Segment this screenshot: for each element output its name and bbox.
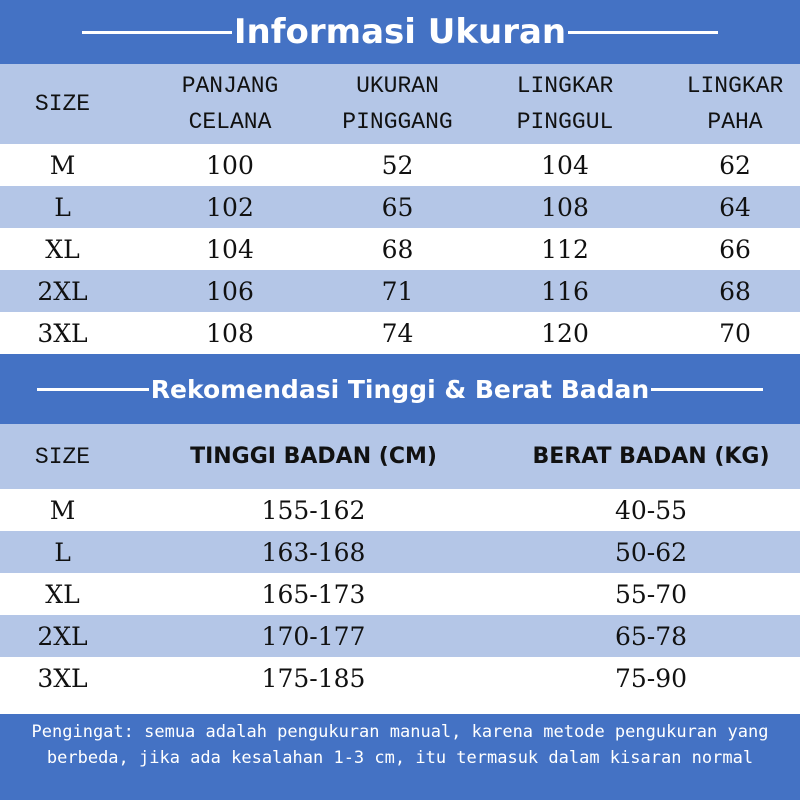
cell-lingkar-paha: 64 (670, 186, 800, 228)
cell-size: M (0, 489, 125, 531)
cell-ukuran-pinggang: 68 (335, 228, 460, 270)
cell-lingkar-paha: 68 (670, 270, 800, 312)
table-row (0, 228, 800, 270)
table-row (0, 489, 800, 531)
table-row (0, 531, 800, 573)
cell-panjang-celana: 104 (125, 228, 335, 270)
cell-size: 3XL (0, 657, 125, 699)
size-info-table (0, 64, 800, 354)
header-lingkar-pinggul: LINGKAR PINGGUL (460, 64, 670, 144)
cell-size: 2XL (0, 615, 125, 657)
recommendation-header-row (0, 424, 800, 489)
table-row (0, 573, 800, 615)
table-row (0, 657, 800, 699)
cell-berat-badan: 65-78 (502, 615, 800, 657)
banner-right-line (651, 388, 763, 391)
cell-ukuran-pinggang: 74 (335, 312, 460, 354)
cell-panjang-celana: 108 (125, 312, 335, 354)
cell-berat-badan: 75-90 (502, 657, 800, 699)
recommendation-banner (0, 354, 800, 424)
cell-lingkar-pinggul: 116 (460, 270, 670, 312)
header-ukuran-pinggang: UKURAN PINGGANG (335, 64, 460, 144)
cell-berat-badan: 55-70 (502, 573, 800, 615)
cell-berat-badan: 50-62 (502, 531, 800, 573)
cell-tinggi-badan: 170-177 (125, 615, 502, 657)
cell-panjang-celana: 102 (125, 186, 335, 228)
size-info-title: Informasi Ukuran (233, 12, 567, 52)
cell-panjang-celana: 100 (125, 144, 335, 186)
banner-left-line (82, 31, 232, 34)
header-berat-badan: BERAT BADAN (KG) (502, 424, 800, 489)
table-row (0, 144, 800, 186)
size-info-header-row (0, 64, 800, 144)
cell-berat-badan: 40-55 (502, 489, 800, 531)
cell-panjang-celana: 106 (125, 270, 335, 312)
cell-size: L (0, 531, 125, 573)
cell-size: XL (0, 573, 125, 615)
cell-lingkar-paha: 62 (670, 144, 800, 186)
cell-size: L (0, 186, 125, 228)
cell-lingkar-pinggul: 120 (460, 312, 670, 354)
cell-tinggi-badan: 175-185 (125, 657, 502, 699)
header-size: SIZE (0, 64, 125, 144)
size-info-banner (0, 0, 800, 64)
measurement-note: Pengingat: semua adalah pengukuran manual, karena metode pengukuran yang berbeda, jika ada kesalahan 1-3 cm, itu termasuk dalam kisaran normal (0, 714, 800, 800)
cell-size: 2XL (0, 270, 125, 312)
cell-tinggi-badan: 163-168 (125, 531, 502, 573)
header-tinggi-badan: TINGGI BADAN (CM) (125, 424, 502, 489)
banner-left-line (37, 388, 149, 391)
cell-ukuran-pinggang: 52 (335, 144, 460, 186)
table-row (0, 615, 800, 657)
cell-lingkar-paha: 70 (670, 312, 800, 354)
cell-ukuran-pinggang: 71 (335, 270, 460, 312)
cell-lingkar-pinggul: 112 (460, 228, 670, 270)
cell-lingkar-paha: 66 (670, 228, 800, 270)
header-lingkar-paha: LINGKAR PAHA (670, 64, 800, 144)
table-row (0, 186, 800, 228)
cell-lingkar-pinggul: 108 (460, 186, 670, 228)
recommendation-table (0, 424, 800, 699)
cell-size: XL (0, 228, 125, 270)
cell-tinggi-badan: 165-173 (125, 573, 502, 615)
header-size: SIZE (0, 424, 125, 489)
table-row (0, 270, 800, 312)
cell-size: M (0, 144, 125, 186)
cell-lingkar-pinggul: 104 (460, 144, 670, 186)
table-row (0, 312, 800, 354)
recommendation-title: Rekomendasi Tinggi & Berat Badan (150, 374, 650, 404)
cell-tinggi-badan: 155-162 (125, 489, 502, 531)
header-panjang-celana: PANJANG CELANA (125, 64, 335, 144)
cell-size: 3XL (0, 312, 125, 354)
banner-right-line (568, 31, 718, 34)
cell-ukuran-pinggang: 65 (335, 186, 460, 228)
